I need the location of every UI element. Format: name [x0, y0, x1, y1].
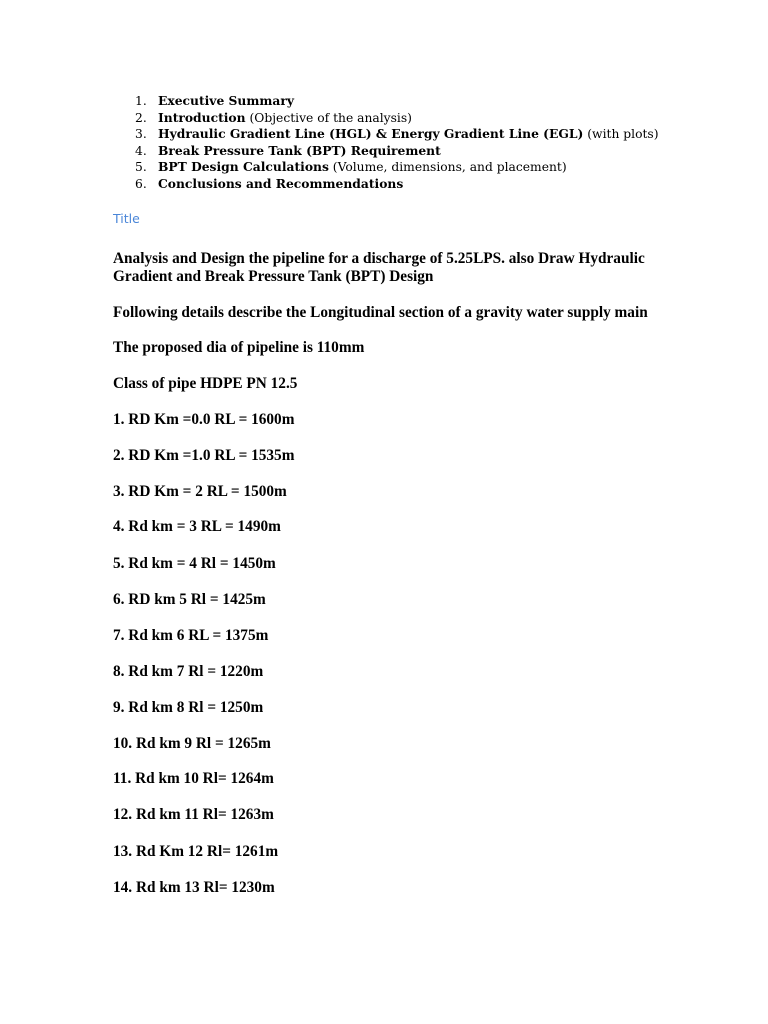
- outline-item: [112, 110, 712, 127]
- document-heading: Analysis and Design the pipeline for a discharge of 5.25LPS. also Draw Hydraulic Gradient and Break Pressure Tank (BPT) Design: [113, 250, 645, 285]
- outline-item-note: (with plots): [583, 127, 659, 142]
- section-line: 5. Rd km = 4 Rl = 1450m: [113, 555, 276, 572]
- section-line: 9. Rd km 8 Rl = 1250m: [113, 699, 264, 716]
- outline-item-note: (Objective of the analysis): [245, 110, 412, 125]
- outline-item-number: 5.: [135, 160, 147, 175]
- section-line: 1. RD Km =0.0 RL = 1600m: [113, 411, 295, 428]
- section-line: 2. RD Km =1.0 RL = 1535m: [113, 447, 295, 464]
- outline-item: [112, 176, 712, 193]
- section-line: 3. RD Km = 2 RL = 1500m: [113, 483, 287, 500]
- pipe-class-line: Class of pipe HDPE PN 12.5: [113, 375, 298, 392]
- intro-paragraph: Following details describe the Longitudinal section of a gravity water supply main: [113, 304, 648, 321]
- outline-item-number: 6.: [135, 176, 147, 191]
- outline-item-title: Conclusions and Recommendations: [158, 175, 404, 191]
- section-line: 6. RD km 5 Rl = 1425m: [113, 591, 266, 608]
- outline-item-note: (Volume, dimensions, and placement): [328, 160, 567, 175]
- outline-item: [112, 143, 712, 160]
- section-line: 14. Rd km 13 Rl= 1230m: [113, 879, 275, 896]
- section-line: 13. Rd Km 12 Rl= 1261m: [113, 843, 279, 860]
- section-line: 11. Rd km 10 Rl= 1264m: [113, 770, 274, 787]
- outline-item-number: 1.: [135, 94, 147, 108]
- outline-item-title: Hydraulic Gradient Line (HGL) & Energy Gradient Line (EGL): [158, 126, 584, 142]
- outline-item-number: 3.: [135, 127, 147, 142]
- section-line: 4. Rd km = 3 RL = 1490m: [113, 518, 281, 535]
- section-line: 8. Rd km 7 Rl = 1220m: [113, 663, 264, 680]
- section-line: 12. Rd km 11 Rl= 1263m: [113, 806, 274, 823]
- title-style-label: Title: [113, 211, 140, 226]
- section-line: 10. Rd km 9 Rl = 1265m: [113, 735, 271, 752]
- outline-item: [112, 159, 712, 176]
- outline-item-title: BPT Design Calculations: [158, 159, 329, 175]
- section-line: 7. Rd km 6 RL = 1375m: [113, 627, 269, 644]
- outline-item-title: Introduction: [158, 109, 246, 125]
- outline-item-title: Executive Summary: [158, 93, 294, 108]
- outline-item-title: Break Pressure Tank (BPT) Requirement: [158, 142, 441, 158]
- report-outline-list: [112, 93, 712, 193]
- pipe-diameter-line: The proposed dia of pipeline is 110mm: [113, 339, 365, 356]
- outline-item: [112, 93, 712, 110]
- outline-item-number: 4.: [135, 143, 147, 158]
- outline-item: [112, 126, 712, 143]
- outline-item-number: 2.: [135, 110, 147, 125]
